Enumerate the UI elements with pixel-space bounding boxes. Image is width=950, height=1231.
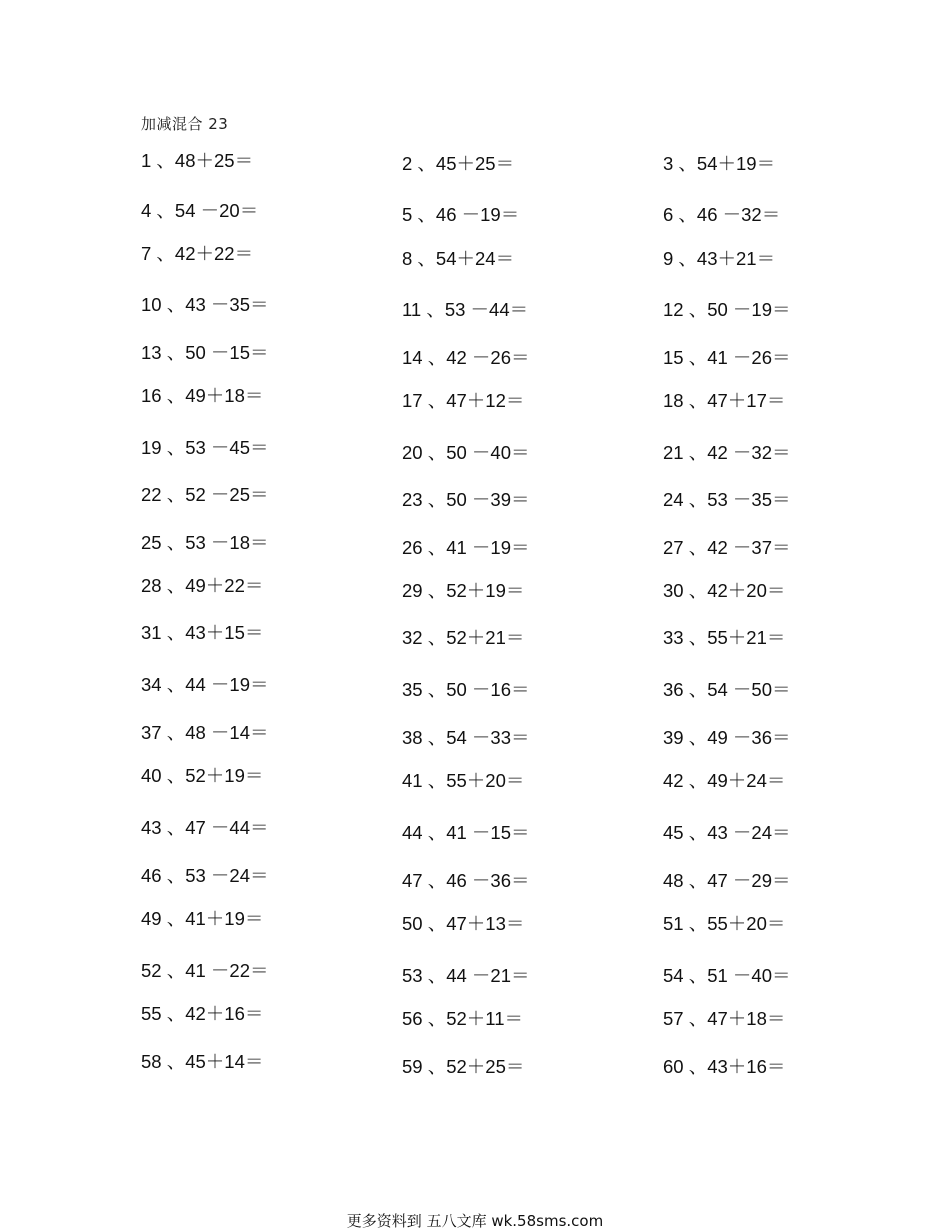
- problem-item: 3 、54＋19＝: [663, 153, 776, 174]
- problem-item: 24 、53 －35＝: [663, 489, 791, 510]
- problem-item: 18 、47＋17＝: [663, 390, 786, 411]
- problem-row: [0, 484, 950, 514]
- problem-item: 31 、43＋15＝: [141, 622, 264, 643]
- problem-item: 35 、50 －16＝: [402, 679, 530, 700]
- problem-item: 40 、52＋19＝: [141, 765, 264, 786]
- problem-item: 56 、52＋11＝: [402, 1008, 524, 1029]
- problem-row: [0, 575, 950, 605]
- problem-item: 32 、52＋21＝: [402, 627, 525, 648]
- problem-item: 36 、54 －50＝: [663, 679, 791, 700]
- problem-item: 19 、53 －45＝: [141, 437, 269, 458]
- problem-item: 51 、55＋20＝: [663, 913, 786, 934]
- problem-item: 58 、45＋14＝: [141, 1051, 264, 1072]
- problem-item: 48 、47 －29＝: [663, 870, 791, 891]
- problem-row: [0, 817, 950, 847]
- problem-item: 12 、50 －19＝: [663, 299, 791, 320]
- problem-row: [0, 342, 950, 372]
- problem-item: 20 、50 －40＝: [402, 442, 530, 463]
- problem-item: 45 、43 －24＝: [663, 822, 791, 843]
- problem-item: 38 、54 －33＝: [402, 727, 530, 748]
- problem-item: 23 、50 －39＝: [402, 489, 530, 510]
- problem-item: 21 、42 －32＝: [663, 442, 791, 463]
- problem-item: 4 、54 －20＝: [141, 200, 259, 221]
- problem-item: 43 、47 －44＝: [141, 817, 269, 838]
- problem-item: 25 、53 －18＝: [141, 532, 269, 553]
- footer-text: 更多资料到 五八文库 wk.58sms.com: [346, 1212, 604, 1230]
- problem-row: [0, 960, 950, 990]
- problem-item: 52 、41 －22＝: [141, 960, 269, 981]
- problem-row: [0, 437, 950, 467]
- problem-item: 6 、46 －32＝: [663, 204, 781, 225]
- problem-item: 8 、54＋24＝: [402, 248, 515, 269]
- problem-row: [0, 200, 950, 230]
- problem-item: 42 、49＋24＝: [663, 770, 786, 791]
- problem-row: [0, 765, 950, 795]
- problem-item: 44 、41 －15＝: [402, 822, 530, 843]
- problem-row: [0, 622, 950, 652]
- problem-row: [0, 150, 950, 180]
- problem-item: 29 、52＋19＝: [402, 580, 525, 601]
- problem-row: [0, 722, 950, 752]
- problem-item: 1 、48＋25＝: [141, 150, 254, 171]
- problem-item: 60 、43＋16＝: [663, 1056, 786, 1077]
- problem-item: 47 、46 －36＝: [402, 870, 530, 891]
- problem-item: 14 、42 －26＝: [402, 347, 530, 368]
- problem-item: 28 、49＋22＝: [141, 575, 264, 596]
- problem-item: 50 、47＋13＝: [402, 913, 525, 934]
- problem-item: 46 、53 －24＝: [141, 865, 269, 886]
- problem-row: [0, 865, 950, 895]
- problem-row: [0, 532, 950, 562]
- problem-item: 13 、50 －15＝: [141, 342, 269, 363]
- problem-item: 17 、47＋12＝: [402, 390, 525, 411]
- problem-item: 30 、42＋20＝: [663, 580, 786, 601]
- problem-item: 16 、49＋18＝: [141, 385, 264, 406]
- problem-item: 9 、43＋21＝: [663, 248, 776, 269]
- problem-item: 57 、47＋18＝: [663, 1008, 786, 1029]
- problem-item: 15 、41 －26＝: [663, 347, 791, 368]
- problem-item: 7 、42＋22＝: [141, 243, 254, 264]
- problem-item: 33 、55＋21＝: [663, 627, 786, 648]
- problem-row: [0, 243, 950, 273]
- problem-item: 2 、45＋25＝: [402, 153, 515, 174]
- problem-item: 10 、43 －35＝: [141, 294, 269, 315]
- problem-item: 54 、51 －40＝: [663, 965, 791, 986]
- problem-item: 11 、53 －44＝: [402, 299, 529, 320]
- problem-item: 55 、42＋16＝: [141, 1003, 264, 1024]
- problem-item: 5 、46 －19＝: [402, 204, 520, 225]
- problem-item: 39 、49 －36＝: [663, 727, 791, 748]
- problem-row: [0, 1003, 950, 1033]
- problem-item: 59 、52＋25＝: [402, 1056, 525, 1077]
- problem-item: 53 、44 －21＝: [402, 965, 530, 986]
- page-title: 加减混合 23: [141, 115, 229, 133]
- problem-item: 37 、48 －14＝: [141, 722, 269, 743]
- problem-row: [0, 1051, 950, 1081]
- problem-item: 22 、52 －25＝: [141, 484, 269, 505]
- problem-item: 41 、55＋20＝: [402, 770, 525, 791]
- problem-item: 27 、42 －37＝: [663, 537, 791, 558]
- problem-row: [0, 385, 950, 415]
- problem-row: [0, 908, 950, 938]
- problem-row: [0, 674, 950, 704]
- problem-item: 49 、41＋19＝: [141, 908, 264, 929]
- problem-item: 26 、41 －19＝: [402, 537, 530, 558]
- problem-item: 34 、44 －19＝: [141, 674, 269, 695]
- problem-row: [0, 294, 950, 324]
